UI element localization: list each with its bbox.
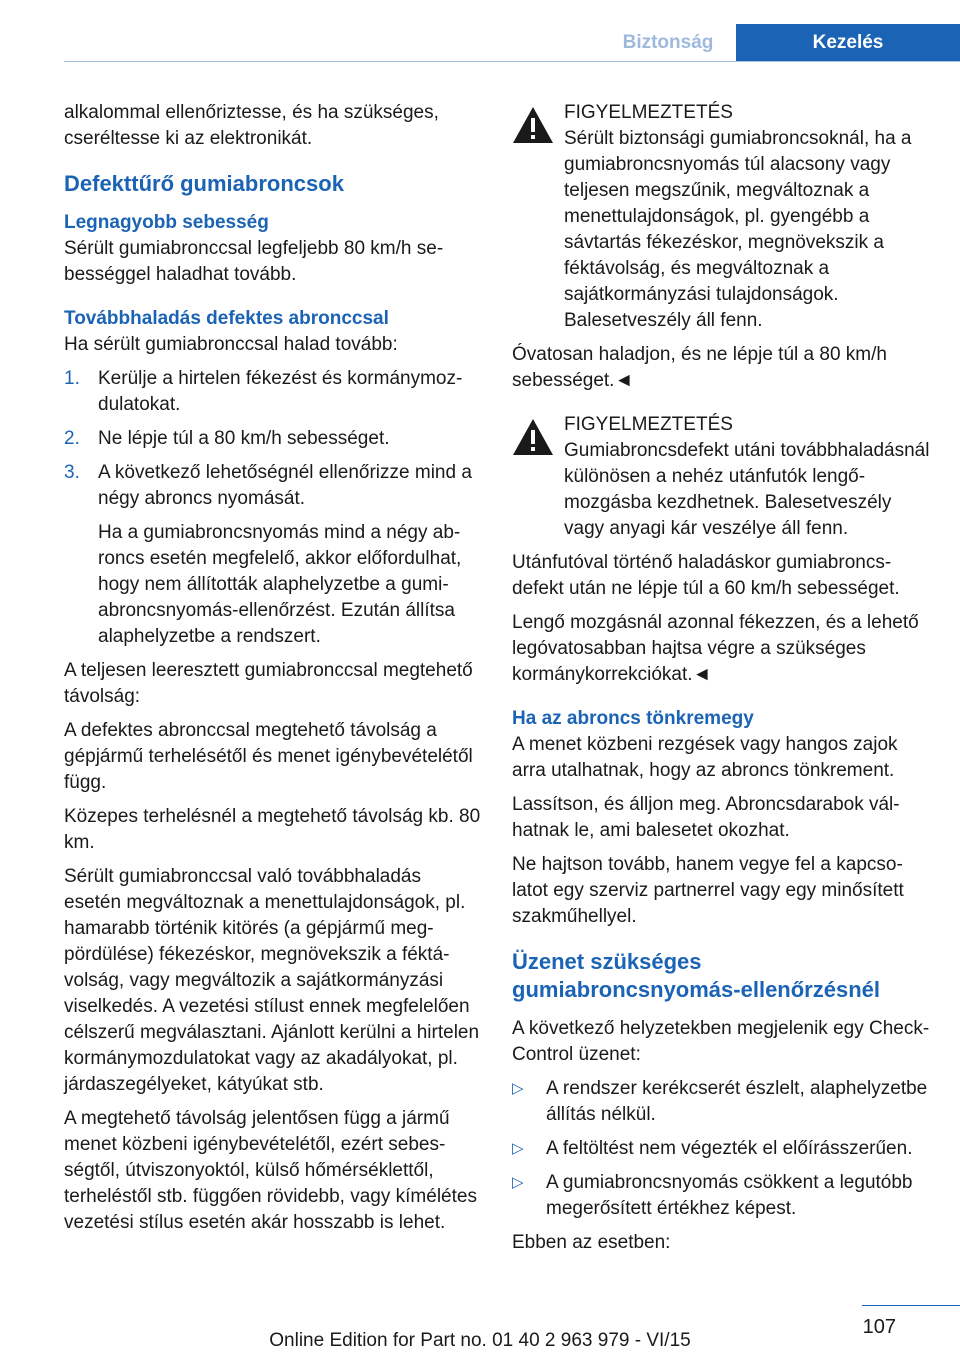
- warning-block-1: [512, 100, 932, 334]
- range-intro: A teljesen leeresztett gumiabronccsal megtehető távolság:: [64, 660, 473, 707]
- pressure-check-intro: A következő helyzetekben megjelenik egy Check-Control üzenet:: [512, 1018, 930, 1065]
- steps-list: [64, 366, 482, 650]
- continue-driving-intro: Ha sérült gumiabronccsal halad tovább:: [64, 334, 398, 355]
- step-text: A következő lehetőségnél ellenőrizze mind a négy abroncs nyomását.: [98, 462, 472, 509]
- edition-footer: Online Edition for Part no. 01 40 2 963 979 - VI/15: [269, 1330, 691, 1351]
- right-column: [512, 100, 932, 1264]
- bullet-triangle-icon: ▷: [512, 1174, 524, 1191]
- step-number: 1.: [64, 368, 80, 389]
- warning-triangle-icon: [512, 418, 554, 456]
- list-item: [64, 460, 482, 650]
- warning-lead: Gumiabroncsdefekt utáni továbbhaladásnál különösen a nehéz utánfutók lengőmozgásba kezdhetnek. Balesetveszély vagy anyagi kár veszélye áll fenn.: [564, 440, 930, 539]
- header-tabs: [600, 24, 960, 62]
- closing-line: Ebben az esetben:: [512, 1232, 671, 1253]
- footer-divider: [862, 1305, 960, 1306]
- bullet-triangle-icon: ▷: [512, 1140, 524, 1157]
- bullet-text: A feltöltést nem végezték el előírásszerűen.: [546, 1138, 913, 1159]
- section-title-defekttuero: Defekttűrő gumiabroncsok: [64, 171, 344, 196]
- list-item: [512, 1076, 932, 1128]
- intro-paragraph: alkalommal ellenőriztesse, és ha szükséges, cseréltesse ki az elektronikát.: [64, 102, 439, 149]
- bullet-triangle-icon: ▷: [512, 1080, 524, 1097]
- range-average: Közepes terhelésnél a megtehető távolság kb. 80 km.: [64, 806, 481, 853]
- warning-2-trailer-speed: Utánfutóval történő haladáskor gumiabroncsdefekt után ne lépje túl a 60 km/h sebességet.: [512, 552, 900, 599]
- step-number: 3.: [64, 462, 80, 483]
- left-column: [64, 100, 482, 1244]
- list-item: [512, 1136, 932, 1162]
- header-divider: [64, 61, 960, 62]
- warning-1-instruction: Óvatosan haladjon, és ne lépje túl a 80 km/h sebességet.◄: [512, 344, 887, 391]
- driving-behaviour-paragraph: Sérült gumiabronccsal való továbbhaladás esetén megváltoznak a menettulajdonságok, pl. hamarabb történik kitörés (a gépjármű megpördülése) fékezéskor, megnövekszik a féktávolság, vagy megváltozik a sajátkormányzási viselkedés. A vezetési stílust ennek megfelelően célszerű megválasztani. Ajánlott kerülni a hirtelen kormánymozdulatokat vagy az akadályokat, pl. járdaszegélyeket, kátyúkat stb.: [64, 866, 480, 1095]
- subheading-max-speed: Legnagyobb sebesség: [64, 212, 269, 233]
- conditions-list: [512, 1076, 932, 1222]
- step-text: Ne lépje túl a 80 km/h sebességet.: [98, 428, 390, 449]
- list-item: [64, 366, 482, 418]
- max-speed-paragraph: Sérült gumiabronccsal legfeljebb 80 km/h sebességgel haladhat tovább.: [64, 238, 444, 285]
- tab-kezeles[interactable]: Kezelés: [736, 24, 960, 62]
- page-number: 107: [862, 1316, 896, 1338]
- range-dependency: A defektes abronccsal megtehető távolság a gépjármű terhelésétől és menet igénybevételétől függ.: [64, 720, 473, 793]
- subheading-tyre-failure: Ha az abroncs tönkremegy: [512, 708, 754, 729]
- bullet-text: A rendszer kerékcserét észlelt, alaphelyzetbe állítás nélkül.: [546, 1078, 928, 1125]
- bullet-text: A gumiabroncsnyomás csökkent a legutóbb megerősített értékhez képest.: [546, 1172, 913, 1219]
- warning-lead: Sérült biztonsági gumiabroncsoknál, ha a gumiabroncsnyomás túl alacsony vagy teljesen megszűnik, megváltoznak a menettulajdonságok, pl. gyengébb a sávtartás fékezéskor, megnövekszik a féktávolság, és megváltoznak a sajátkormányzási tulajdonságok. Balesetveszély áll fenn.: [564, 128, 912, 331]
- step-number: 2.: [64, 428, 80, 449]
- list-item: [64, 426, 482, 452]
- warning-block-2: [512, 412, 932, 542]
- warning-title: FIGYELMEZTETÉS: [564, 102, 733, 123]
- warning-triangle-icon: [512, 106, 554, 144]
- tab-biztonsag[interactable]: Biztonság: [622, 32, 714, 53]
- step-note: Ha a gumiabroncsnyomás mind a négy abroncs esetén megfelelő, akkor előfordulhat, hogy nem állították alaphelyzetbe a gumiabroncsnyomás-ellenőrzést. Ezután állítsa alaphelyzetbe a rendszert.: [98, 522, 462, 647]
- subheading-continue-driving: Továbbhaladás defektes abronccsal: [64, 308, 389, 329]
- list-item: [512, 1170, 932, 1222]
- section-title-pressure-check: Üzenet szükséges gumiabroncsnyomás-ellenőrzésnél: [512, 949, 880, 1002]
- tyre-failure-p2: Lassítson, és álljon meg. Abroncsdarabok válhatnak le, ami balesetet okozhat.: [512, 794, 900, 841]
- range-factors-paragraph: A megtehető távolság jelentősen függ a jármű menet közbeni igénybevételétől, ezért sebességtől, útviszonyoktól, külső hőmérséklettől, terheléstől stb. függően rövidebb, vagy kímélétes vezetési stílus esetén akár hosszabb is lehet.: [64, 1108, 477, 1233]
- tyre-failure-p3: Ne hajtson tovább, hanem vegye fel a kapcsolatot egy szerviz partnerrel vagy egy minősített szakműhellyel.: [512, 854, 904, 927]
- step-text: Kerülje a hirtelen fékezést és kormánymozdulatokat.: [98, 368, 463, 415]
- warning-2-instruction: Lengő mozgásnál azonnal fékezzen, és a lehető legóvatosabban hajtsa végre a szükséges kormánykorrekciókat.◄: [512, 612, 919, 685]
- tyre-failure-p1: A menet közbeni rezgések vagy hangos zajok arra utalhatnak, hogy az abroncs tönkrement.: [512, 734, 898, 781]
- warning-title: FIGYELMEZTETÉS: [564, 414, 733, 435]
